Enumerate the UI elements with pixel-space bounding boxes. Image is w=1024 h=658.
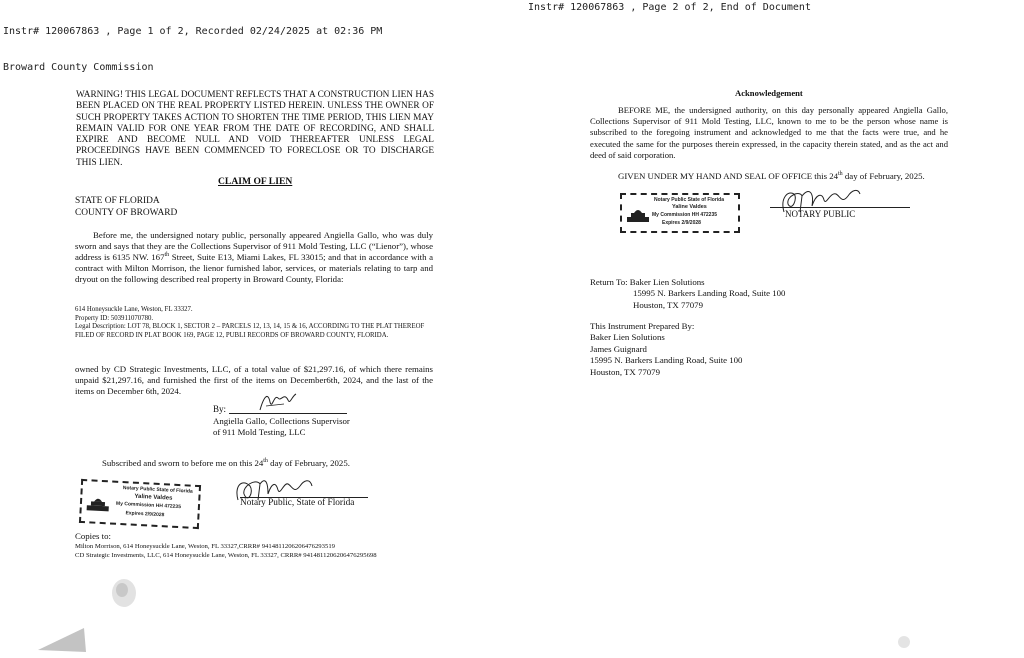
property-id: Property ID: 503911070780. xyxy=(75,314,154,322)
document-title: CLAIM OF LIEN xyxy=(218,176,293,187)
stamp-line-4: Expires 2/9/2028 xyxy=(662,220,701,226)
legal-description: Legal Description: LOT 78, BLOCK 1, SECTOR 2 – PARCELS 12, 13, 14, 15 & 16, ACCORDING TO THE PLAT THEREOF FILED OF RECORD IN PLAT BOOK 169, PAGE 12, PUBLI RECORDS OF BROWARD COUNTY, FLORIDA. xyxy=(75,323,425,339)
recording-header xyxy=(3,2,382,86)
stamp-line-2: Yaline Valdes xyxy=(134,493,173,502)
affidavit-text-b: Street, Suite E13, Miami Lakes, FL 33015; and that in accordance with a contract with Milton Morrison, the lienor furnished labor, services, or materials relating to tarp and dryout on the following described real property in Broward County, Florida: xyxy=(75,252,433,284)
property-address: 614 Honeysuckle Lane, Weston, FL 33327. xyxy=(75,306,193,313)
stamp-line-3: My Commission HH 472235 xyxy=(115,500,182,511)
given-text-a: GIVEN UNDER MY HAND AND SEAL OF OFFICE this 24 xyxy=(618,171,839,181)
notary-public-label: NOTARY PUBLIC xyxy=(785,209,856,219)
capitol-building-icon xyxy=(86,495,111,512)
affidavit-paragraph xyxy=(75,230,433,285)
stamp-line-3: My Commission HH 472235 xyxy=(652,212,718,218)
signer-block xyxy=(213,416,350,437)
return-to-block xyxy=(590,277,785,311)
stamp-line-4: Expires 2/9/2028 xyxy=(125,510,165,519)
copies-label: Copies to: xyxy=(75,531,111,541)
page2-header: Instr# 120067863 , Page 2 of 2, End of Document xyxy=(528,2,811,13)
copy-recipient-2: CD Strategic Investments, LLC, 614 Honeysuckle Lane, Weston, FL 33327, CRRR# 9414811206206476295698 xyxy=(75,552,377,559)
prepared-company: Baker Lien Solutions xyxy=(590,332,665,343)
return-city-line: Houston, TX 77079 xyxy=(633,299,703,310)
stamp-line-1: Notary Public State of Florida xyxy=(654,197,725,203)
by-label: By: xyxy=(213,404,227,414)
prepared-person: James Guignard xyxy=(590,343,647,354)
notary-stamp xyxy=(79,479,201,529)
owner-paragraph: owned by CD Strategic Investments, LLC, of a total value of $21,297.16, of which there remains unpaid $21,297.16, and furnished the first of the items on December6th, 2024, and the last of the items on December 6th, 2024. xyxy=(75,364,433,396)
venue-block xyxy=(75,196,177,219)
superscript: th xyxy=(838,171,843,178)
recording-header-line: Instr# 120067863 , Page 1 of 2, Recorded 02/24/2025 at 02:36 PM xyxy=(3,26,383,37)
acknowledgement-title: Acknowledgement xyxy=(735,88,803,98)
affidavit-text-a: Before me, the undersigned notary public, personally appeared Angiella Gallo, who was duly sworn and says that they are the Collections Supervisor of 911 Mold Testing, LLC (“Lienor”), whose address is 6135 NW. 167 xyxy=(75,230,433,262)
county-line: COUNTY OF BROWARD xyxy=(75,207,178,218)
superscript: th xyxy=(263,458,268,465)
scan-smudge-icon xyxy=(104,575,144,611)
prepared-by-label: This Instrument Prepared By: xyxy=(590,321,695,331)
return-address-line: 15995 N. Barkers Landing Road, Suite 100 xyxy=(633,288,786,299)
stamp-line-2: Yaline Valdes xyxy=(672,204,707,210)
acknowledgement-paragraph: BEFORE ME, the undersigned authority, on this day personally appeared Angiella Gallo, Collections Supervisor of 911 Mold Testing, LLC, known to me to be the person whose name is subscribed to the foregoing instrument and acknowledged to me that the facts were true, and he executed the same for the purposes therein expressed, in the capacity therein stated, and as the act and deed of said corporation. xyxy=(590,105,948,160)
state-line: STATE OF FLORIDA xyxy=(75,196,160,206)
jurat-text-b: day of February, 2025. xyxy=(267,458,350,468)
prepared-by-block xyxy=(590,321,742,378)
scan-corner-smudge-icon xyxy=(36,624,88,654)
notary-signature-line-2 xyxy=(770,207,910,208)
jurat-text-a: Subscribed and sworn to before me on this 24 xyxy=(102,458,264,468)
lienor-signature-icon xyxy=(254,388,300,416)
county-name: Broward County Commission xyxy=(3,62,154,73)
notary-stamp-2 xyxy=(620,193,740,233)
jurat xyxy=(102,458,350,468)
lien-warning: WARNING! THIS LEGAL DOCUMENT REFLECTS THAT A CONSTRUCTION LIEN HAS BEEN PLACED ON THE REAL PROPERTY LISTED HEREIN. UNLESS THE OWNER OF SUCH PROPERTY TAKES ACTION TO SHORTEN THE TIME PERIOD, THIS LIEN MAY REMAIN VALID FOR ONE YEAR FROM THE DATE OF RECORDING, AND SHALL EXPIRE AND BECOME NULL AND VOID THEREAFTER UNLESS LEGAL PROCEEDINGS HAVE BEEN COMMENCED TO FORECLOSE OR TO DISCHARGE THIS LIEN. xyxy=(76,90,434,168)
signer-name: Angiella Gallo, Collections Supervisor xyxy=(213,416,350,426)
notary-caption: Notary Public, State of Florida xyxy=(240,498,355,508)
scan-speck-icon xyxy=(892,630,922,652)
capitol-building-icon xyxy=(626,207,650,223)
return-to-label: Return To: Baker Lien Solutions xyxy=(590,277,705,287)
stamp-line-1: Notary Public State of Florida xyxy=(122,485,193,495)
prepared-city: Houston, TX 77079 xyxy=(590,366,660,377)
prepared-address: 15995 N. Barkers Landing Road, Suite 100 xyxy=(590,355,743,366)
copy-recipient-1: Milton Morrison, 614 Honeysuckle Lane, Weston, FL 33327,CRRR# 9414811206206476293519 xyxy=(75,543,336,550)
signer-company: of 911 Mold Testing, LLC xyxy=(213,426,306,437)
property-description xyxy=(75,306,433,340)
superscript: th xyxy=(164,252,170,259)
given-text-b: day of February, 2025. xyxy=(842,171,925,181)
given-under-line xyxy=(618,171,925,181)
